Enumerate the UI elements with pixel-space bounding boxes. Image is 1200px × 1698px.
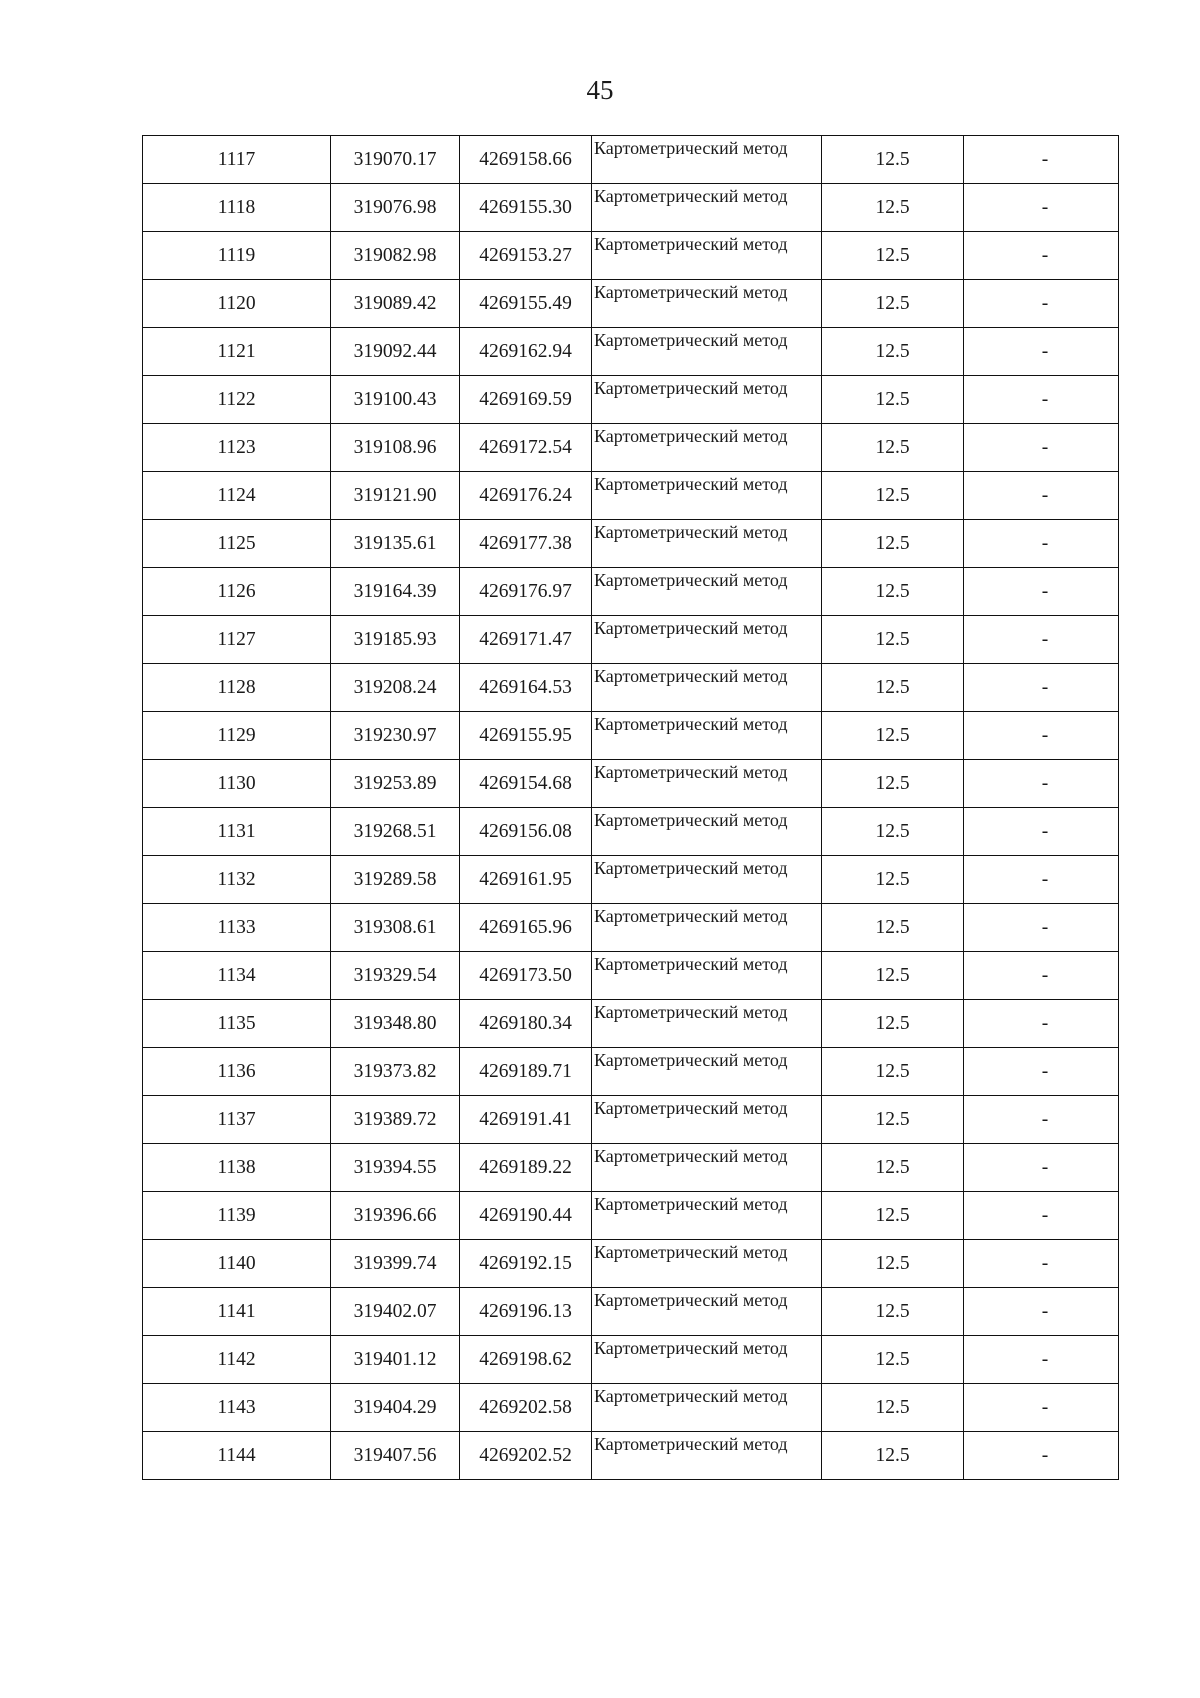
point-number-cell: 1124 (143, 472, 331, 520)
x-coordinate-cell: 319394.55 (331, 1144, 460, 1192)
description-cell: - (964, 328, 1119, 376)
table-row (143, 1384, 1119, 1432)
description-cell: - (964, 280, 1119, 328)
y-coordinate-cell: 4269156.08 (460, 808, 592, 856)
point-number-cell: 1119 (143, 232, 331, 280)
method-cell: Картометрический метод (592, 616, 822, 664)
y-coordinate-cell: 4269172.54 (460, 424, 592, 472)
description-cell: - (964, 1384, 1119, 1432)
method-cell: Картометрический метод (592, 1096, 822, 1144)
method-cell: Картометрический метод (592, 1144, 822, 1192)
description-cell: - (964, 1336, 1119, 1384)
y-coordinate-cell: 4269153.27 (460, 232, 592, 280)
table-row (143, 904, 1119, 952)
point-number-cell: 1140 (143, 1240, 331, 1288)
y-coordinate-cell: 4269189.22 (460, 1144, 592, 1192)
accuracy-cell: 12.5 (822, 952, 964, 1000)
table-row (143, 328, 1119, 376)
y-coordinate-cell: 4269191.41 (460, 1096, 592, 1144)
point-number-cell: 1132 (143, 856, 331, 904)
point-number-cell: 1121 (143, 328, 331, 376)
method-cell: Картометрический метод (592, 952, 822, 1000)
x-coordinate-cell: 319348.80 (331, 1000, 460, 1048)
method-cell: Картометрический метод (592, 1000, 822, 1048)
y-coordinate-cell: 4269189.71 (460, 1048, 592, 1096)
accuracy-cell: 12.5 (822, 136, 964, 184)
x-coordinate-cell: 319399.74 (331, 1240, 460, 1288)
point-number-cell: 1125 (143, 520, 331, 568)
method-cell: Картометрический метод (592, 1384, 822, 1432)
y-coordinate-cell: 4269162.94 (460, 328, 592, 376)
accuracy-cell: 12.5 (822, 1288, 964, 1336)
accuracy-cell: 12.5 (822, 472, 964, 520)
x-coordinate-cell: 319185.93 (331, 616, 460, 664)
y-coordinate-cell: 4269173.50 (460, 952, 592, 1000)
point-number-cell: 1126 (143, 568, 331, 616)
table-row (143, 136, 1119, 184)
y-coordinate-cell: 4269158.66 (460, 136, 592, 184)
x-coordinate-cell: 319404.29 (331, 1384, 460, 1432)
x-coordinate-cell: 319076.98 (331, 184, 460, 232)
method-cell: Картометрический метод (592, 1240, 822, 1288)
x-coordinate-cell: 319164.39 (331, 568, 460, 616)
accuracy-cell: 12.5 (822, 232, 964, 280)
x-coordinate-cell: 319092.44 (331, 328, 460, 376)
table-row (143, 1240, 1119, 1288)
method-cell: Картометрический метод (592, 136, 822, 184)
description-cell: - (964, 376, 1119, 424)
point-number-cell: 1136 (143, 1048, 331, 1096)
x-coordinate-cell: 319070.17 (331, 136, 460, 184)
y-coordinate-cell: 4269190.44 (460, 1192, 592, 1240)
description-cell: - (964, 136, 1119, 184)
table-row (143, 1096, 1119, 1144)
accuracy-cell: 12.5 (822, 712, 964, 760)
accuracy-cell: 12.5 (822, 1192, 964, 1240)
accuracy-cell: 12.5 (822, 1000, 964, 1048)
table-row (143, 664, 1119, 712)
x-coordinate-cell: 319289.58 (331, 856, 460, 904)
description-cell: - (964, 424, 1119, 472)
accuracy-cell: 12.5 (822, 760, 964, 808)
description-cell: - (964, 952, 1119, 1000)
description-cell: - (964, 472, 1119, 520)
x-coordinate-cell: 319308.61 (331, 904, 460, 952)
method-cell: Картометрический метод (592, 1432, 822, 1480)
y-coordinate-cell: 4269192.15 (460, 1240, 592, 1288)
x-coordinate-cell: 319268.51 (331, 808, 460, 856)
table-row (143, 1288, 1119, 1336)
accuracy-cell: 12.5 (822, 184, 964, 232)
method-cell: Картометрический метод (592, 184, 822, 232)
y-coordinate-cell: 4269171.47 (460, 616, 592, 664)
point-number-cell: 1120 (143, 280, 331, 328)
table-row (143, 1000, 1119, 1048)
y-coordinate-cell: 4269202.52 (460, 1432, 592, 1480)
table-row (143, 280, 1119, 328)
table-row (143, 712, 1119, 760)
table-row (143, 424, 1119, 472)
table-row (143, 472, 1119, 520)
accuracy-cell: 12.5 (822, 568, 964, 616)
accuracy-cell: 12.5 (822, 1048, 964, 1096)
coordinates-table (142, 135, 1119, 1480)
method-cell: Картометрический метод (592, 1192, 822, 1240)
description-cell: - (964, 1288, 1119, 1336)
method-cell: Картометрический метод (592, 232, 822, 280)
accuracy-cell: 12.5 (822, 664, 964, 712)
x-coordinate-cell: 319402.07 (331, 1288, 460, 1336)
method-cell: Картометрический метод (592, 424, 822, 472)
x-coordinate-cell: 319253.89 (331, 760, 460, 808)
accuracy-cell: 12.5 (822, 520, 964, 568)
accuracy-cell: 12.5 (822, 424, 964, 472)
table-row (143, 376, 1119, 424)
method-cell: Картометрический метод (592, 712, 822, 760)
table-row (143, 568, 1119, 616)
description-cell: - (964, 1096, 1119, 1144)
accuracy-cell: 12.5 (822, 1336, 964, 1384)
x-coordinate-cell: 319121.90 (331, 472, 460, 520)
table-row (143, 856, 1119, 904)
method-cell: Картометрический метод (592, 328, 822, 376)
y-coordinate-cell: 4269165.96 (460, 904, 592, 952)
table-row (143, 1336, 1119, 1384)
table-row (143, 520, 1119, 568)
table-row (143, 1144, 1119, 1192)
point-number-cell: 1128 (143, 664, 331, 712)
table-row (143, 184, 1119, 232)
method-cell: Картометрический метод (592, 568, 822, 616)
y-coordinate-cell: 4269180.34 (460, 1000, 592, 1048)
point-number-cell: 1139 (143, 1192, 331, 1240)
description-cell: - (964, 1000, 1119, 1048)
y-coordinate-cell: 4269169.59 (460, 376, 592, 424)
accuracy-cell: 12.5 (822, 1384, 964, 1432)
x-coordinate-cell: 319230.97 (331, 712, 460, 760)
y-coordinate-cell: 4269161.95 (460, 856, 592, 904)
description-cell: - (964, 664, 1119, 712)
point-number-cell: 1137 (143, 1096, 331, 1144)
method-cell: Картометрический метод (592, 520, 822, 568)
point-number-cell: 1123 (143, 424, 331, 472)
table-row (143, 808, 1119, 856)
table-row (143, 616, 1119, 664)
accuracy-cell: 12.5 (822, 808, 964, 856)
accuracy-cell: 12.5 (822, 328, 964, 376)
method-cell: Картометрический метод (592, 856, 822, 904)
accuracy-cell: 12.5 (822, 1096, 964, 1144)
x-coordinate-cell: 319389.72 (331, 1096, 460, 1144)
method-cell: Картометрический метод (592, 760, 822, 808)
description-cell: - (964, 568, 1119, 616)
y-coordinate-cell: 4269155.30 (460, 184, 592, 232)
point-number-cell: 1118 (143, 184, 331, 232)
point-number-cell: 1138 (143, 1144, 331, 1192)
accuracy-cell: 12.5 (822, 280, 964, 328)
description-cell: - (964, 232, 1119, 280)
x-coordinate-cell: 319100.43 (331, 376, 460, 424)
accuracy-cell: 12.5 (822, 376, 964, 424)
x-coordinate-cell: 319396.66 (331, 1192, 460, 1240)
point-number-cell: 1135 (143, 1000, 331, 1048)
description-cell: - (964, 616, 1119, 664)
description-cell: - (964, 904, 1119, 952)
y-coordinate-cell: 4269202.58 (460, 1384, 592, 1432)
description-cell: - (964, 1048, 1119, 1096)
method-cell: Картометрический метод (592, 664, 822, 712)
point-number-cell: 1133 (143, 904, 331, 952)
y-coordinate-cell: 4269176.24 (460, 472, 592, 520)
page-number: 45 (586, 75, 614, 105)
table-row (143, 1048, 1119, 1096)
x-coordinate-cell: 319329.54 (331, 952, 460, 1000)
accuracy-cell: 12.5 (822, 1144, 964, 1192)
coordinates-table-body (143, 136, 1119, 1480)
point-number-cell: 1143 (143, 1384, 331, 1432)
y-coordinate-cell: 4269155.49 (460, 280, 592, 328)
point-number-cell: 1142 (143, 1336, 331, 1384)
y-coordinate-cell: 4269164.53 (460, 664, 592, 712)
accuracy-cell: 12.5 (822, 856, 964, 904)
x-coordinate-cell: 319108.96 (331, 424, 460, 472)
x-coordinate-cell: 319208.24 (331, 664, 460, 712)
accuracy-cell: 12.5 (822, 904, 964, 952)
x-coordinate-cell: 319082.98 (331, 232, 460, 280)
description-cell: - (964, 184, 1119, 232)
description-cell: - (964, 808, 1119, 856)
table-row (143, 1432, 1119, 1480)
table-row (143, 952, 1119, 1000)
y-coordinate-cell: 4269198.62 (460, 1336, 592, 1384)
accuracy-cell: 12.5 (822, 1432, 964, 1480)
x-coordinate-cell: 319089.42 (331, 280, 460, 328)
description-cell: - (964, 856, 1119, 904)
y-coordinate-cell: 4269155.95 (460, 712, 592, 760)
accuracy-cell: 12.5 (822, 1240, 964, 1288)
y-coordinate-cell: 4269176.97 (460, 568, 592, 616)
method-cell: Картометрический метод (592, 280, 822, 328)
point-number-cell: 1122 (143, 376, 331, 424)
method-cell: Картометрический метод (592, 376, 822, 424)
table-row (143, 232, 1119, 280)
point-number-cell: 1131 (143, 808, 331, 856)
method-cell: Картометрический метод (592, 904, 822, 952)
x-coordinate-cell: 319135.61 (331, 520, 460, 568)
table-row (143, 760, 1119, 808)
description-cell: - (964, 1432, 1119, 1480)
x-coordinate-cell: 319373.82 (331, 1048, 460, 1096)
table-row (143, 1192, 1119, 1240)
description-cell: - (964, 1240, 1119, 1288)
method-cell: Картометрический метод (592, 808, 822, 856)
method-cell: Картометрический метод (592, 1048, 822, 1096)
method-cell: Картометрический метод (592, 1288, 822, 1336)
point-number-cell: 1117 (143, 136, 331, 184)
point-number-cell: 1129 (143, 712, 331, 760)
point-number-cell: 1144 (143, 1432, 331, 1480)
description-cell: - (964, 712, 1119, 760)
point-number-cell: 1141 (143, 1288, 331, 1336)
point-number-cell: 1127 (143, 616, 331, 664)
y-coordinate-cell: 4269196.13 (460, 1288, 592, 1336)
y-coordinate-cell: 4269154.68 (460, 760, 592, 808)
accuracy-cell: 12.5 (822, 616, 964, 664)
method-cell: Картометрический метод (592, 472, 822, 520)
description-cell: - (964, 1192, 1119, 1240)
description-cell: - (964, 760, 1119, 808)
description-cell: - (964, 520, 1119, 568)
x-coordinate-cell: 319401.12 (331, 1336, 460, 1384)
y-coordinate-cell: 4269177.38 (460, 520, 592, 568)
description-cell: - (964, 1144, 1119, 1192)
method-cell: Картометрический метод (592, 1336, 822, 1384)
point-number-cell: 1134 (143, 952, 331, 1000)
point-number-cell: 1130 (143, 760, 331, 808)
x-coordinate-cell: 319407.56 (331, 1432, 460, 1480)
